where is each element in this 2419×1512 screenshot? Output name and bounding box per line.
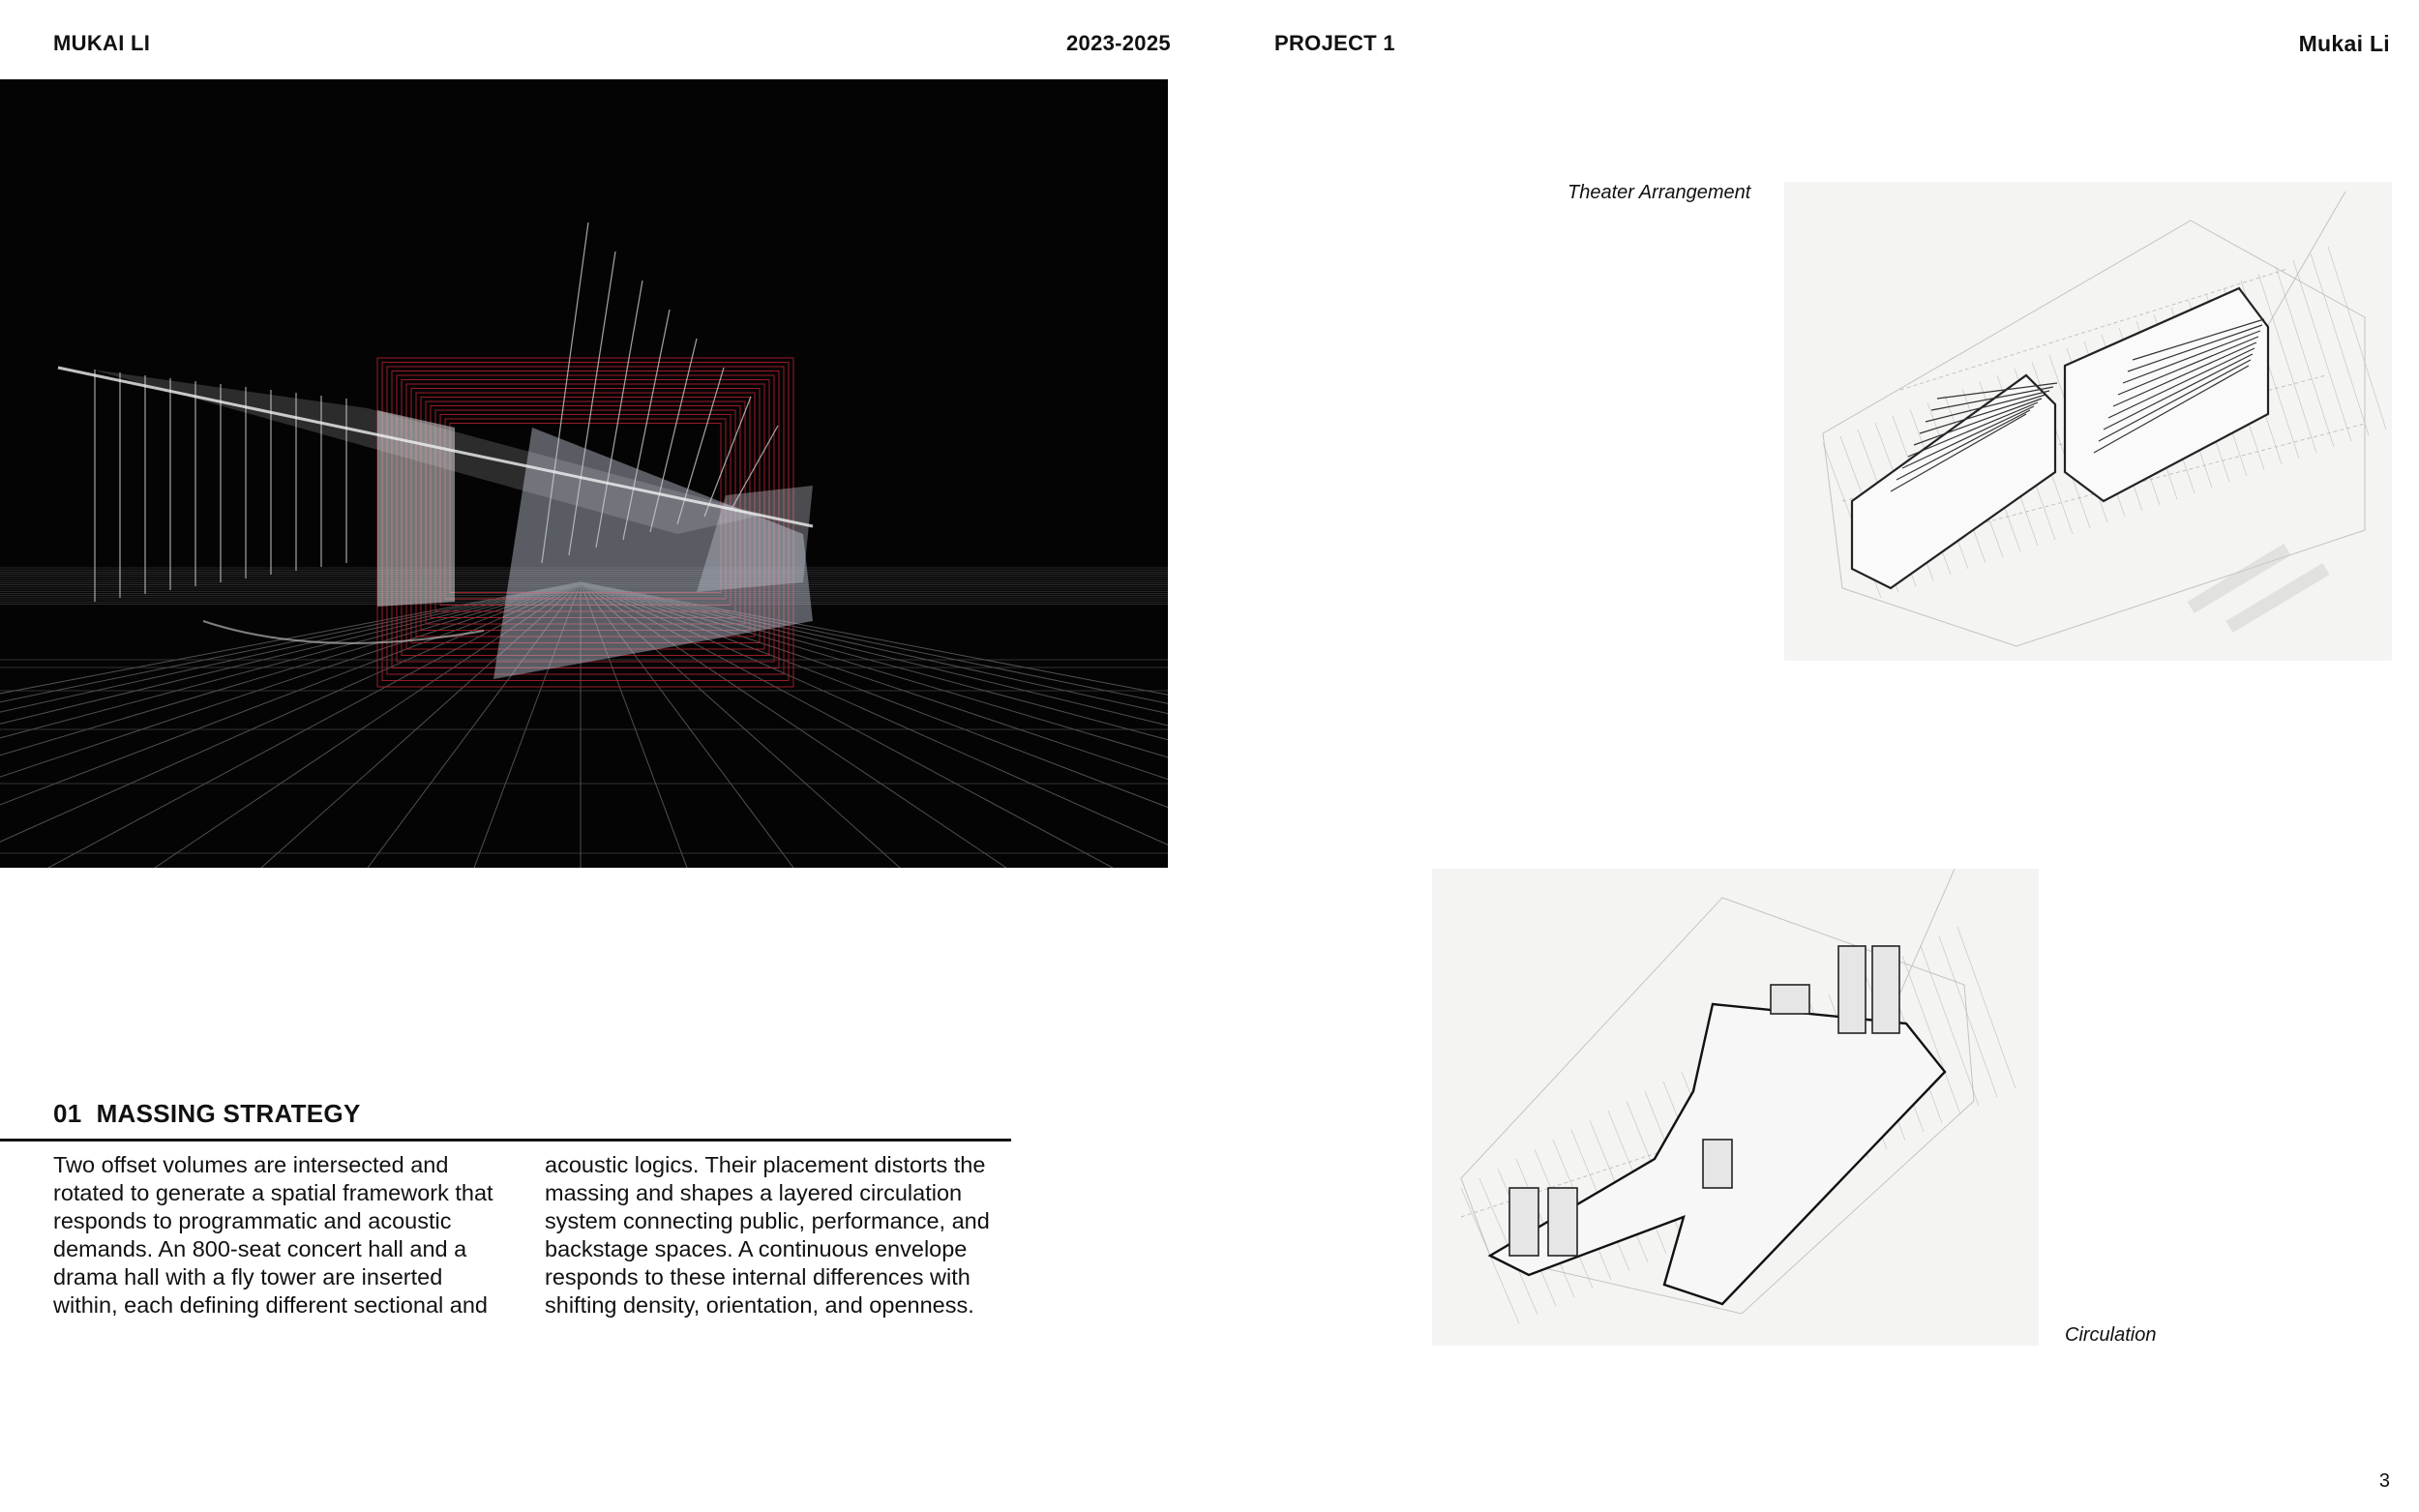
circulation-caption: Circulation bbox=[2065, 1324, 2157, 1346]
circulation-diagram bbox=[1432, 869, 2039, 1346]
massing-render-image bbox=[0, 79, 1168, 868]
section-divider bbox=[0, 1139, 1011, 1141]
section-title bbox=[53, 1099, 361, 1129]
author-name-left: MUKAI LI bbox=[53, 31, 151, 55]
body-text-column-2: acoustic logics. Their placement distorts the massing and shapes a layered circulation system connecting public, performance, and backstage spaces. A continuous envelope responds to these internal differences with shifting density, orientation, and openness. bbox=[545, 1152, 990, 1318]
section-number: 01 bbox=[53, 1099, 82, 1128]
theater-arrangement-diagram bbox=[1784, 182, 2392, 661]
page-number: 3 bbox=[2378, 1470, 2390, 1492]
section-title-text: MASSING STRATEGY bbox=[96, 1099, 361, 1128]
author-name-right: Mukai Li bbox=[2298, 31, 2390, 56]
body-text-column-1: Two offset volumes are intersected and rotated to generate a spatial framework that responds to programmatic and acoustic demands. An 800-seat concert hall and a drama hall with a fly tower are inserted within, each defining different sectional and bbox=[53, 1152, 493, 1318]
project-label: PROJECT 1 bbox=[1274, 31, 1395, 55]
massing-wireframe-drawing bbox=[0, 79, 1168, 868]
years-label: 2023-2025 bbox=[1066, 31, 1171, 55]
theater-arrangement-caption: Theater Arrangement bbox=[1568, 182, 1751, 203]
